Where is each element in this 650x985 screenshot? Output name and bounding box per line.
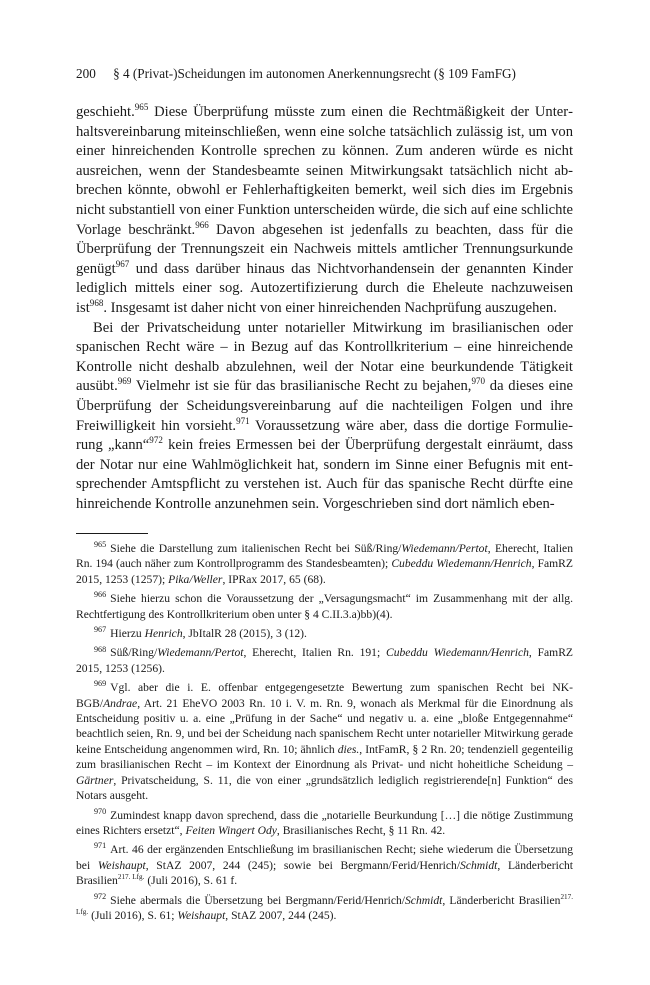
footnote-ref-968[interactable]: 968 (89, 298, 104, 309)
footnote-number: 970 (94, 806, 107, 816)
author-name: Henrich (144, 627, 183, 641)
author-name: Wiedemann (401, 542, 456, 555)
text-run: / (211, 646, 215, 660)
text-run: (Juli 2016), S. 61; (88, 908, 178, 922)
author-name: Gärtner (76, 773, 114, 787)
author-name: Pika (168, 572, 190, 586)
author-name: dies. (337, 742, 360, 756)
author-name: Wiedemann (157, 646, 212, 660)
footnote-ref-971[interactable]: 971 (236, 415, 250, 426)
author-name: Feiten Wingert Ody (185, 823, 277, 837)
text-run: . Insgesamt ist daher nicht von einer hinreichenden Nachprüfung auszugehen. (103, 299, 557, 316)
text-run: Bei der Privatscheidung unter notarieller Mitwirkung im brasilianischen oder spanischen Recht wäre – in Bezug auf das Kontrollkriterium – eine hinreichende Kontrolle nicht deshalb abzulehnen, weil der Notar eine beurkundende Tätigkeit ausübt. (76, 319, 573, 395)
author-name: Henrich (493, 557, 532, 571)
author-name: Schmidt (460, 858, 498, 872)
running-title: § 4 (Privat-)Scheidungen im autonomen Anerkennungsrecht (§ 109 FamFG) (113, 66, 516, 81)
text-run: Diese Überprüfung müsste zum einen die Rechtmäßigkeit der Unterhaltsvereinbarung miteinschließen, wenn eine solche tatsächlich zulässig ist, um von einer hinreichenden Kontrolle sprechen zu können. Zum anderen würde es nicht ausreichen, wenn der Standesbeamte seinen Mitwirkungsakt tatsächlich nicht abbrechen könnte, obwohl er Fehlerhaftigkeiten bemerkt, weil sich dies im Ergebnis nicht substantiell von einer Funktion unterscheiden würde, die sich auf eine schlichte Vorlage beschränkt. (76, 104, 573, 238)
text-run: , Eherecht, Italien Rn. 191; (243, 646, 386, 660)
text-run: Art. 46 der ergänzenden Entschließung im brasilianischen Recht; siehe wiederum die Übersetzung bei (76, 843, 573, 872)
text-run: / (487, 646, 491, 660)
paragraph-1 (76, 103, 573, 319)
author-name: Cubeddu Wiedemann (385, 646, 488, 660)
author-name: Henrich (490, 646, 529, 660)
footnote-970 (76, 808, 573, 839)
author-name: Schmidt (405, 893, 443, 907)
footnote-ref-972[interactable]: 972 (149, 435, 163, 446)
author-name: Pertot (214, 646, 244, 660)
footnote-972 (76, 893, 573, 924)
footnote-971 (76, 842, 573, 888)
page-number: 200 (76, 66, 96, 81)
text-run: Vgl. aber die i. E. offenbar entgegengesetzte Bewertung zum spanischen Recht bei NK-BGB/ (76, 681, 573, 710)
text-run: Siehe hierzu schon die Voraussetzung der „Versagungsmacht“ im Zusammenhang mit der allg. Rechtfertigung des Kontrollkriterium oben unter § 4 C.II.3.a)bb)(4). (76, 592, 573, 621)
author-name: Weller (192, 572, 223, 586)
footnote-969 (76, 680, 573, 803)
text-run: da dieses eine Überprüfung der Scheidungsvereinbarung auf die nachteiligen Folgen und ihre Freiwilligkeit hin vorsieht. (76, 378, 573, 434)
footnote-ref-966[interactable]: 966 (195, 219, 209, 230)
main-text (76, 103, 573, 514)
text-run: kein freies Ermessen bei der Überprüfung dergestalt einräumt, dass der Notar nur eine Wahlmöglichkeit hat, sondern im Sinne einer Befugnis mit entsprechender Amtspflicht zu verstehen ist. Auch für das spanische Recht dürfte eine hinreichende Kontrolle anzunehmen sein. Vorgeschrieben sind dort nämlich eben- (76, 437, 573, 512)
footnote-966 (76, 591, 573, 622)
text-run: / (490, 557, 494, 571)
text-run: geschieht. (76, 104, 135, 120)
author-name: Pertot (458, 542, 488, 555)
running-header (76, 66, 576, 82)
footnote-968 (76, 645, 573, 676)
footnotes (76, 541, 573, 927)
text-run: Siehe abermals die Übersetzung bei Bergmann/Ferid/Henrich/ (110, 893, 405, 907)
footnote-number: 968 (94, 644, 107, 654)
author-name: Weishaupt (97, 858, 146, 872)
text-run: Hierzu (110, 627, 145, 641)
footnote-965 (76, 541, 573, 587)
footnote-number: 969 (94, 679, 107, 689)
text-run: , Länderbericht Brasilien (76, 858, 573, 888)
footnote-ref-967[interactable]: 967 (115, 258, 130, 269)
edition-superscript: 217. Lfg. (117, 873, 145, 882)
footnote-ref-970[interactable]: 970 (471, 376, 486, 387)
edition-superscript: 217. Lfg. (76, 892, 574, 917)
footnote-ref-965[interactable]: 965 (134, 102, 149, 113)
footnote-number: 965 (94, 540, 107, 550)
footnote-number: 972 (94, 891, 107, 901)
text-run: , StAZ 2007, 244 (245). (225, 908, 337, 922)
text-run: Davon abgesehen ist jedenfalls zu beachten, dass für die Überprüfung der Trennungszeit ein Nachweis mittels amtlicher Trennungsurkunde genügt (76, 221, 573, 277)
text-run: , FamRZ 2015, 1253 (1256). (76, 646, 574, 675)
text-run: , FamRZ 2015, 1253 (1257); (76, 557, 573, 586)
text-run: (Juli 2016), S. 61 f. (144, 874, 238, 888)
author-name: Cubeddu Wiedemann (391, 557, 491, 571)
footnote-967 (76, 626, 573, 641)
footnote-separator (76, 533, 148, 534)
text-run: , JbItalR 28 (2015), 3 (12). (182, 627, 307, 641)
footnote-ref-969[interactable]: 969 (117, 376, 132, 387)
footnote-number: 971 (94, 841, 107, 851)
text-run: / (189, 572, 193, 586)
paragraph-2 (76, 319, 573, 515)
text-run: , Art. 21 EheVO 2003 Rn. 10 i. V. m. Rn. 9, wonach als Merkmal für die Einordnung als Entscheidung positiv u. a. eine „Prüfung in der Sache“ und negativ u. a. eine „bloße Entgegennahme“ beachtlich seien, Rn. 9, und bei der Scheidung nach spanischem Recht unter notarieller Mitwirkung gerade keine Entscheidung angenommen wird, Rn. 10; ähnlich (76, 696, 573, 756)
text-run: Süß/Ring/ (110, 646, 158, 660)
footnote-number: 967 (94, 625, 107, 635)
author-name: Andrae (103, 696, 138, 710)
text-run: Voraussetzung wäre aber, dass die dortige Formulierung „kann“ (76, 417, 573, 454)
text-run: Vielmehr ist sie für das brasilianische Recht zu bejahen, (131, 378, 472, 395)
text-run: , Privatscheidung, S. 11, die von einer „grundsätzlich lediglich registrierende[n] Funktion“ des Notars ausgeht. (76, 773, 573, 803)
text-run: , StAZ 2007, 244 (245); sowie bei Bergmann/Ferid/Henrich/ (145, 858, 461, 872)
text-run: , IPRax 2017, 65 (68). (222, 572, 326, 586)
text-run: Zumindest knapp davon sprechend, dass die „notarielle Beurkundung […] die nötige Zustimmung eines Richters ersetzt“, (76, 808, 573, 837)
text-run: und dass darüber hinaus das Nichtvorhandensein der genannten Kinder lediglich mittels einer sog. Autozertifizierung durch die Eheleute nachzuweisen ist (76, 260, 573, 316)
text-run: , Brasilianisches Recht, § 11 Rn. 42. (276, 823, 446, 837)
text-run: , IntFamR, § 2 Rn. 20; tendenziell gegenteilig zum brasilianischen Recht – im Kontext der Einordnung als Privat- und nicht hoheitliche Scheidung – (76, 742, 574, 772)
text-run: , Eherecht, Italien Rn. 194 (auch näher zum Kontrollprogramm des Standesbeamten); (76, 542, 573, 571)
footnote-number: 966 (94, 590, 107, 600)
text-run: Siehe die Darstellung zum italienischen Recht bei Süß/Ring/ (110, 542, 402, 555)
text-run: , Länderbericht Brasilien (442, 893, 561, 907)
author-name: Weishaupt (177, 908, 226, 922)
text-run: / (455, 542, 459, 555)
